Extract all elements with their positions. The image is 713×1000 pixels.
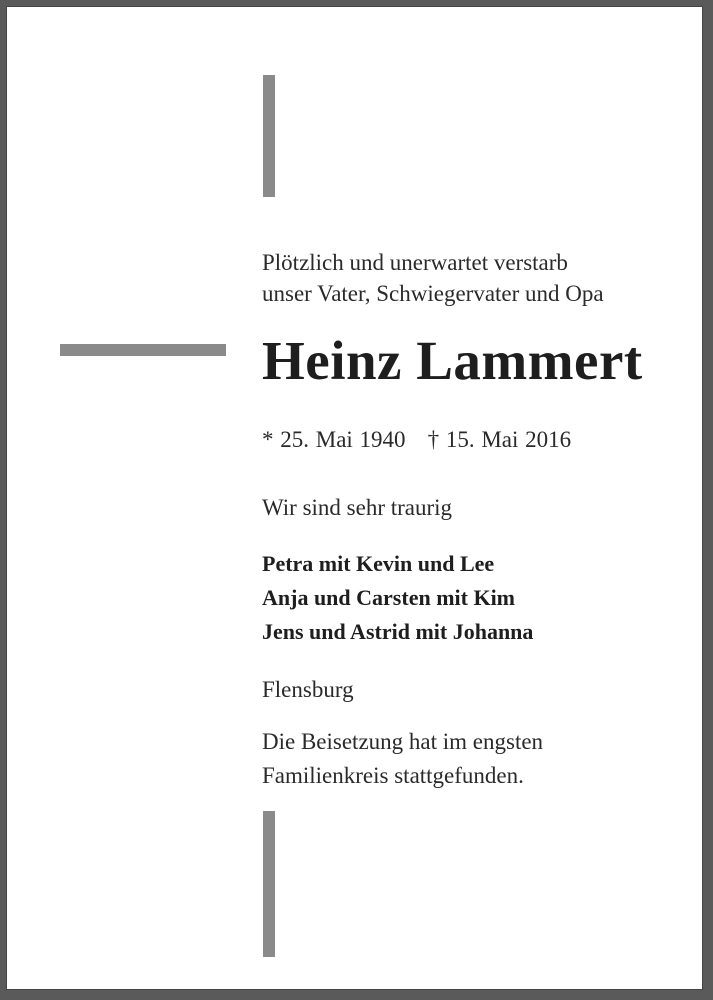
sentiment-text: Wir sind sehr traurig	[262, 495, 453, 520]
place-text: Flensburg	[262, 677, 354, 702]
intro-text	[262, 247, 604, 309]
burial-note-line: Die Beisetzung hat im engsten	[262, 729, 544, 754]
burial-note-line: Familienkreis stattgefunden.	[262, 763, 524, 788]
burial-note	[262, 725, 543, 793]
mourner-line: Petra mit Kevin und Lee	[262, 551, 495, 576]
birth-date: * 25. Mai 1940	[262, 427, 406, 452]
deceased-name: Heinz Lammert	[262, 330, 643, 391]
death-date: † 15. Mai 2016	[427, 427, 572, 452]
mourner-line: Anja und Carsten mit Kim	[262, 585, 516, 610]
cross-bar-left	[60, 344, 226, 356]
life-dates	[262, 427, 571, 453]
cross-bar-top	[263, 75, 275, 197]
intro-line: unser Vater, Schwiegervater und Opa	[262, 281, 604, 306]
mourner-line: Jens und Astrid mit Johanna	[262, 619, 534, 644]
obituary-page	[6, 6, 703, 990]
cross-bar-bottom	[263, 811, 275, 957]
mourners-list	[262, 547, 533, 649]
intro-line: Plötzlich und unerwartet verstarb	[262, 250, 568, 275]
